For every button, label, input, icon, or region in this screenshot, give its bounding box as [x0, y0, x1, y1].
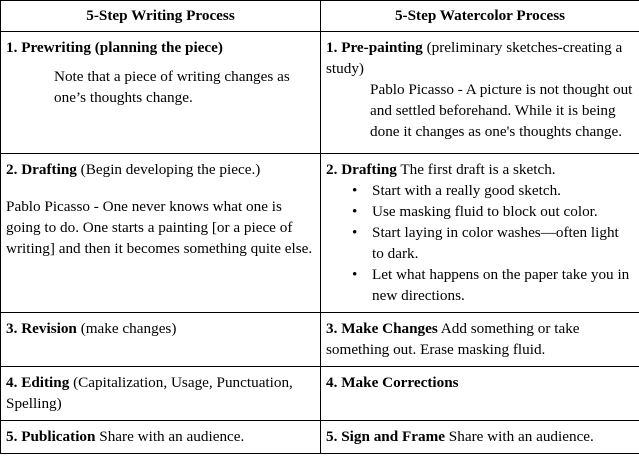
cell-revision [1, 313, 321, 367]
step-title: 2. Drafting [326, 161, 397, 178]
picasso-quote: Pablo Picasso - One never knows what one is going to do. One starts a painting [or a piece of writing] and then it becomes something quite else. [6, 198, 313, 257]
header-watercolor-process: 5-Step Watercolor Process [321, 1, 639, 32]
cell-make-changes [321, 313, 639, 367]
step-title: 2. Drafting [6, 161, 77, 178]
cell-editing [1, 367, 321, 421]
cell-sign-and-frame [321, 421, 639, 454]
header-row [1, 1, 639, 32]
picasso-quote: Pablo Picasso - A picture is not thought out and settled beforehand. While it is being done it changes as one's thoughts change. [370, 81, 633, 140]
step-title: 4. Editing [6, 374, 70, 391]
table-row [1, 367, 639, 421]
step-description: (Capitalization, Usage, Punctuation, Spelling) [6, 374, 293, 412]
step-description: (Begin developing the piece.) [76, 161, 261, 178]
bullet-icon: • [352, 203, 358, 220]
table-row [1, 154, 639, 313]
cell-pre-painting [321, 32, 639, 154]
cell-drafting-watercolor [321, 154, 639, 313]
step-title: 4. Make Corrections [326, 374, 459, 391]
table-row [1, 421, 639, 454]
step-title: 3. Revision [6, 320, 77, 337]
cell-publication [1, 421, 321, 454]
list-item: • Let what happens on the paper take you in new directions. [352, 266, 630, 304]
list-item: • Start with a really good sketch. [352, 182, 561, 199]
cell-make-corrections [321, 367, 639, 421]
prewriting-note: Note that a piece of writing changes as one’s thoughts change. [54, 68, 290, 106]
step-description: Add something or take something out. Erase masking fluid. [326, 320, 580, 358]
step-description: The first draft is a sketch. [396, 161, 556, 178]
list-item: • Start laying in color washes—often light to dark. [352, 224, 619, 262]
bullet-icon: • [352, 224, 358, 241]
step-title: 5. Publication [6, 428, 96, 445]
cell-drafting-writing [1, 154, 321, 313]
step-description: (make changes) [76, 320, 177, 337]
drafting-bullet-list [326, 180, 634, 306]
bullet-icon: • [352, 266, 358, 283]
step-title: 1. Pre-painting [326, 39, 423, 56]
step-title: 1. Prewriting (planning the piece) [6, 39, 223, 56]
step-title: 3. Make Changes [326, 320, 438, 337]
header-writing-process: 5-Step Writing Process [1, 1, 321, 32]
step-description: Share with an audience. [444, 428, 594, 445]
step-title: 5. Sign and Frame [326, 428, 445, 445]
list-item: • Use masking fluid to block out color. [352, 203, 598, 220]
cell-prewriting [1, 32, 321, 154]
bullet-icon: • [352, 182, 358, 199]
table-row [1, 32, 639, 154]
step-description: (preliminary sketches-creating a study) [326, 39, 623, 77]
table-row [1, 313, 639, 367]
step-description: Share with an audience. [95, 428, 245, 445]
